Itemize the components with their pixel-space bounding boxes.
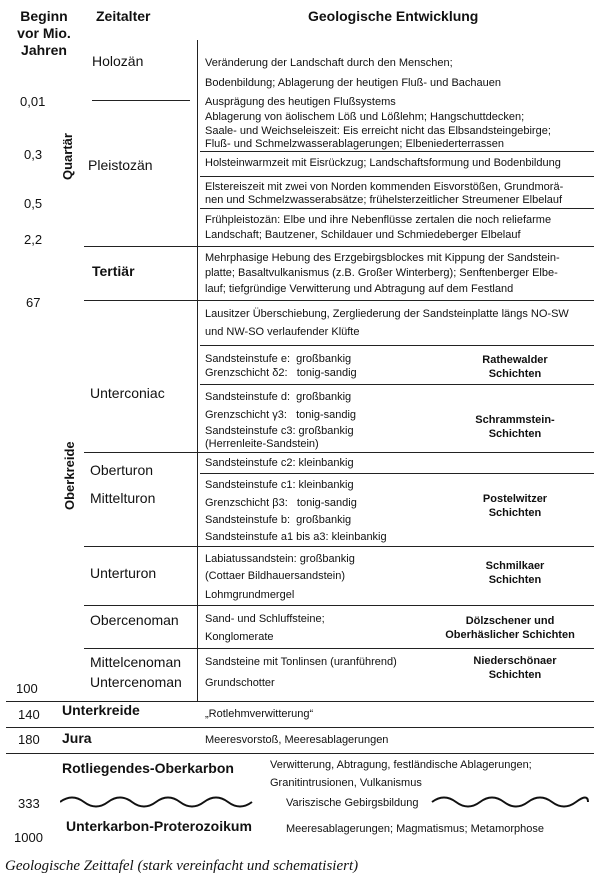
divider <box>84 246 594 247</box>
group-rathewalder: Rathewalder Schichten <box>482 354 548 380</box>
divider <box>200 176 594 177</box>
vertical-label-oberkreide: Oberkreide <box>62 441 77 510</box>
era-mittelturon: Mittelturon <box>90 490 156 506</box>
dev-line: Ablagerung von äolischem Löß und Lößlehm; Hangschuttdecken; <box>205 111 525 123</box>
dev-line: Ausprägung des heutigen Flußsystems <box>205 96 396 108</box>
dev-line: nen und Schmelzwasserabsätze; frühelsterzeitlicher Streumener Elbelauf <box>205 194 563 206</box>
dev-line: Grundschotter <box>205 677 275 689</box>
dev-line: Verwitterung, Abtragung, festländische Ablagerungen; <box>270 759 532 771</box>
divider <box>84 452 594 453</box>
year-label: 0,5 <box>24 196 43 211</box>
year-label: 100 <box>16 681 38 696</box>
dev-line: Sandsteinstufe d: großbankig <box>205 391 352 403</box>
year-label: 180 <box>18 732 40 747</box>
era-jura: Jura <box>62 730 92 746</box>
era-unterturon: Unterturon <box>90 565 157 581</box>
divider <box>6 753 594 754</box>
dev-line: „Rotlehmverwitterung“ <box>205 708 314 720</box>
dev-line: Sandsteinstufe b: großbankig <box>205 514 352 526</box>
year-label: 0,3 <box>24 147 43 162</box>
caption: Geologische Zeittafel (stark vereinfacht und schematisiert) <box>5 858 359 874</box>
divider <box>92 100 190 101</box>
group-postelwitzer: Postelwitzer Schichten <box>482 493 548 519</box>
dev-line: Frühpleistozän: Elbe und ihre Nebenflüsse zertalen die noch reliefarme <box>205 214 552 226</box>
era-unterkarbon: Unterkarbon-Proterozoikum <box>66 818 252 834</box>
dev-line: Sandsteinstufe c3: großbankig <box>205 425 354 437</box>
era-holozaen: Holozän <box>92 53 144 69</box>
divider <box>6 727 594 728</box>
dev-line: Sand- und Schluffsteine; <box>205 613 325 625</box>
dev-line: Holsteinwarmzeit mit Eisrückzug; Landschaftsformung und Bodenbildung <box>205 157 561 169</box>
dev-line: lauf; tiefgründige Verwitterung und Abtragung auf dem Festland <box>205 283 514 295</box>
header-years: Beginn vor Mio. Jahren <box>17 8 71 58</box>
dev-line: Grenzschicht δ2: tonig-sandig <box>205 367 357 379</box>
era-rotliegendes: Rotliegendes-Oberkarbon <box>62 760 234 776</box>
header-development: Geologische Entwicklung <box>308 8 479 24</box>
group-schrammstein: Schrammstein- Schichten <box>475 414 555 440</box>
era-unterkreide: Unterkreide <box>62 702 140 718</box>
dev-line: platte; Basaltvulkanismus (z.B. Großer Winterberg); Senftenberger Elbe- <box>205 267 558 279</box>
year-label: 1000 <box>14 830 43 845</box>
dev-line: Sandsteine mit Tonlinsen (uranführend) <box>205 656 397 668</box>
divider <box>6 701 594 702</box>
year-label: 2,2 <box>24 232 43 247</box>
divider <box>84 300 594 301</box>
divider <box>200 384 594 385</box>
dev-line: Labiatussandstein: großbankig <box>205 553 355 565</box>
dev-line: Fluß- und Schmelzwasserablagerungen; Elbeniederterrassen <box>205 138 504 150</box>
year-label: 0,01 <box>20 94 46 109</box>
dev-line: Konglomerate <box>205 631 274 643</box>
dev-line: Lohmgrundmergel <box>205 589 295 601</box>
dev-line: Meeresablagerungen; Magmatismus; Metamorphose <box>286 823 545 835</box>
divider <box>84 648 594 649</box>
dev-line: Grenzschicht β3: tonig-sandig <box>205 497 357 509</box>
era-mittelcenoman: Mittelcenoman <box>90 654 182 670</box>
era-pleistozaen: Pleistozän <box>88 157 153 173</box>
divider <box>84 605 594 606</box>
divider <box>84 546 594 547</box>
header-era: Zeitalter <box>96 8 151 24</box>
vertical-label-quartaer: Quartär <box>60 133 75 180</box>
divider <box>200 208 594 209</box>
dev-line: Mehrphasige Hebung des Erzgebirgsblockes mit Kippung der Sandstein- <box>205 252 560 264</box>
dev-line: Elstereiszeit mit zwei von Norden kommenden Eisvorstößen, Grundmorä- <box>205 181 564 193</box>
group-niederschoenaer: Niederschönaer Schichten <box>473 655 557 681</box>
column-divider <box>197 40 198 702</box>
dev-line: Sandsteinstufe c2: kleinbankig <box>205 457 354 469</box>
dev-line: Sandsteinstufe c1: kleinbankig <box>205 479 354 491</box>
dev-line: Variszische Gebirgsbildung <box>286 797 419 809</box>
era-tertiaer: Tertiär <box>92 263 135 279</box>
divider <box>200 151 594 152</box>
dev-line: Meeresvorstoß, Meeresablagerungen <box>205 734 389 746</box>
dev-line: Landschaft; Bautzener, Schildauer und Schmiedeberger Elbelauf <box>205 229 521 241</box>
era-oberturon: Oberturon <box>90 462 154 478</box>
year-label: 333 <box>18 796 40 811</box>
era-untercenoman: Untercenoman <box>90 674 182 690</box>
dev-line: Grenzschicht γ3: tonig-sandig <box>205 409 357 421</box>
dev-line: Lausitzer Überschiebung, Zergliederung der Sandsteinplatte längs NO-SW <box>205 308 569 320</box>
year-label: 67 <box>26 295 41 310</box>
group-doelzschener: Dölzschener und Oberhäslicher Schichten <box>445 615 575 641</box>
era-obercenoman: Obercenoman <box>90 612 179 628</box>
dev-line: Veränderung der Landschaft durch den Menschen; <box>205 57 453 69</box>
divider <box>200 473 594 474</box>
dev-line: Sandsteinstufe a1 bis a3: kleinbankig <box>205 531 387 543</box>
era-unterconiac: Unterconiac <box>90 385 165 401</box>
divider <box>200 345 594 346</box>
dev-line: Bodenbildung; Ablagerung der heutigen Fluß- und Bachauen <box>205 77 502 89</box>
dev-line: Sandsteinstufe e: großbankig <box>205 353 352 365</box>
dev-line: (Cottaer Bildhauersandstein) <box>205 570 346 582</box>
year-label: 140 <box>18 707 40 722</box>
dev-line: (Herrenleite-Sandstein) <box>205 438 319 450</box>
dev-line: und NW-SO verlaufender Klüfte <box>205 326 360 338</box>
dev-line: Saale- und Weichseleiszeit: Eis erreicht nicht das Elbsandsteingebirge; <box>205 125 551 137</box>
dev-line: Granitintrusionen, Vulkanismus <box>270 777 422 789</box>
group-schmilkaer: Schmilkaer Schichten <box>485 560 545 586</box>
